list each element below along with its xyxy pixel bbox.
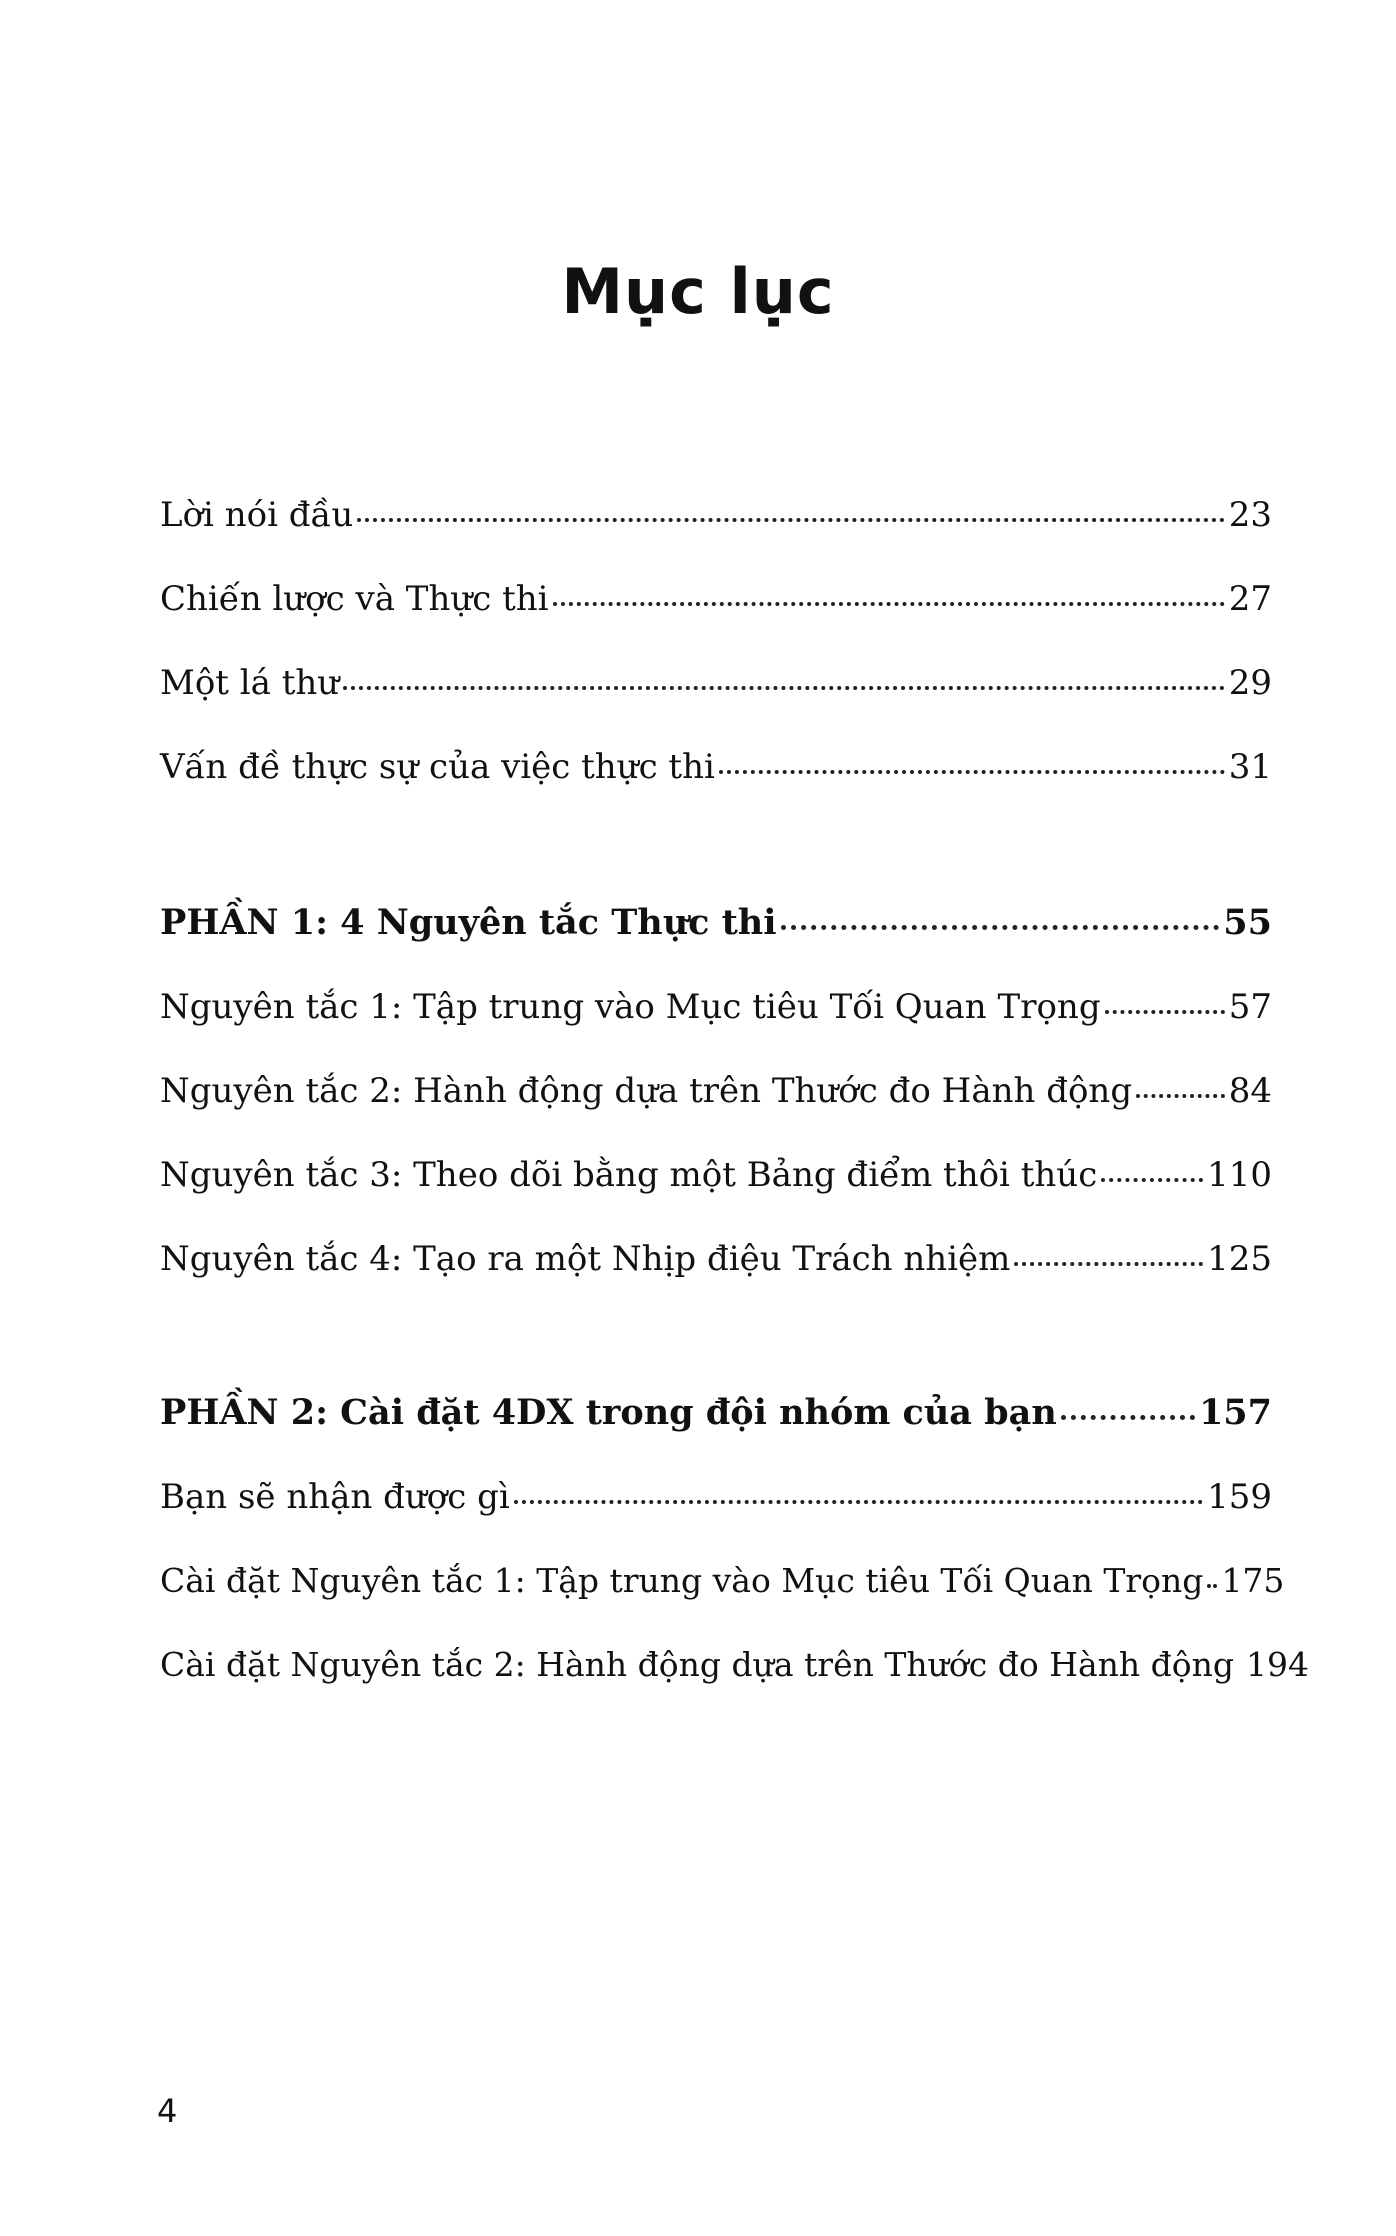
toc-entry-page: 55 (1223, 902, 1272, 943)
toc-entry-nguyen-tac-2 (160, 1068, 1272, 1114)
toc-entry-cai-dat-1 (160, 1558, 1285, 1604)
toc-entry-label: Nguyên tắc 2: Hành động dựa trên Thước đo Hành động (160, 1071, 1133, 1111)
toc-entry-label: Bạn sẽ nhận được gì (160, 1477, 510, 1517)
dot-leader (1061, 1413, 1195, 1420)
dot-leader (1101, 1176, 1203, 1182)
toc-entry-page: 57 (1228, 987, 1272, 1027)
toc-entry-page: 110 (1207, 1155, 1272, 1195)
dot-leader (343, 684, 1225, 690)
page-title: Mục lục (561, 255, 835, 328)
toc-entry-label: PHẦN 1: 4 Nguyên tắc Thực thi (160, 902, 777, 943)
toc-entry-cai-dat-2 (160, 1642, 1310, 1688)
dot-leader (514, 1498, 1203, 1504)
toc-entry-page: 194 (1246, 1645, 1310, 1684)
toc-entry-part-2 (160, 1390, 1272, 1436)
toc-entry-mot-la-thu (160, 660, 1272, 706)
toc-entry-page: 84 (1228, 1071, 1272, 1111)
toc-entry-label: Một lá thư (160, 663, 340, 703)
toc-entry-label: Cài đặt Nguyên tắc 2: Hành động dựa trên Thước đo Hành động (160, 1645, 1235, 1684)
page-number: 4 (157, 2092, 178, 2130)
toc-entry-page: 23 (1228, 495, 1272, 535)
toc-entry-nguyen-tac-1 (160, 984, 1272, 1030)
toc-entry-label: Nguyên tắc 3: Theo dõi bằng một Bảng điểm thôi thúc (160, 1155, 1098, 1195)
toc-entry-label: Nguyên tắc 4: Tạo ra một Nhịp điệu Trách nhiệm (160, 1239, 1011, 1279)
dot-leader (1207, 1582, 1217, 1588)
dot-leader (1014, 1260, 1203, 1266)
toc-entry-nguyen-tac-3 (160, 1152, 1272, 1198)
dot-leader (553, 600, 1225, 606)
toc-entry-page: 31 (1228, 747, 1272, 787)
dot-leader (1105, 1008, 1225, 1014)
toc-entry-label: Chiến lược và Thực thi (160, 579, 549, 619)
toc-entry-label: Vấn đề thực sự của việc thực thi (160, 747, 715, 787)
toc-entry-loi-noi-dau (160, 492, 1272, 538)
toc-entry-van-de (160, 744, 1272, 790)
dot-leader (719, 768, 1225, 774)
toc-entry-page: 27 (1228, 579, 1272, 619)
toc-entry-page: 29 (1228, 663, 1272, 703)
toc-entry-part-1 (160, 900, 1272, 946)
toc-entry-page: 157 (1198, 1392, 1272, 1433)
toc-entry-page: 175 (1221, 1561, 1285, 1600)
toc-entry-label: PHẦN 2: Cài đặt 4DX trong đội nhóm của bạn (160, 1392, 1057, 1433)
dot-leader (357, 516, 1224, 522)
toc-entry-page: 125 (1207, 1239, 1272, 1279)
toc-entry-chien-luoc (160, 576, 1272, 622)
toc-entry-ban-se-nhan (160, 1474, 1272, 1520)
dot-leader (781, 923, 1220, 930)
toc-entry-page: 159 (1207, 1477, 1272, 1517)
toc-entry-label: Lời nói đầu (160, 495, 354, 535)
toc-entry-label: Cài đặt Nguyên tắc 1: Tập trung vào Mục tiêu Tối Quan Trọng (160, 1561, 1204, 1600)
table-of-contents (160, 0, 1310, 2236)
toc-entry-nguyen-tac-4 (160, 1236, 1272, 1282)
dot-leader (1136, 1092, 1225, 1098)
toc-entry-label: Nguyên tắc 1: Tập trung vào Mục tiêu Tối Quan Trọng (160, 987, 1101, 1027)
